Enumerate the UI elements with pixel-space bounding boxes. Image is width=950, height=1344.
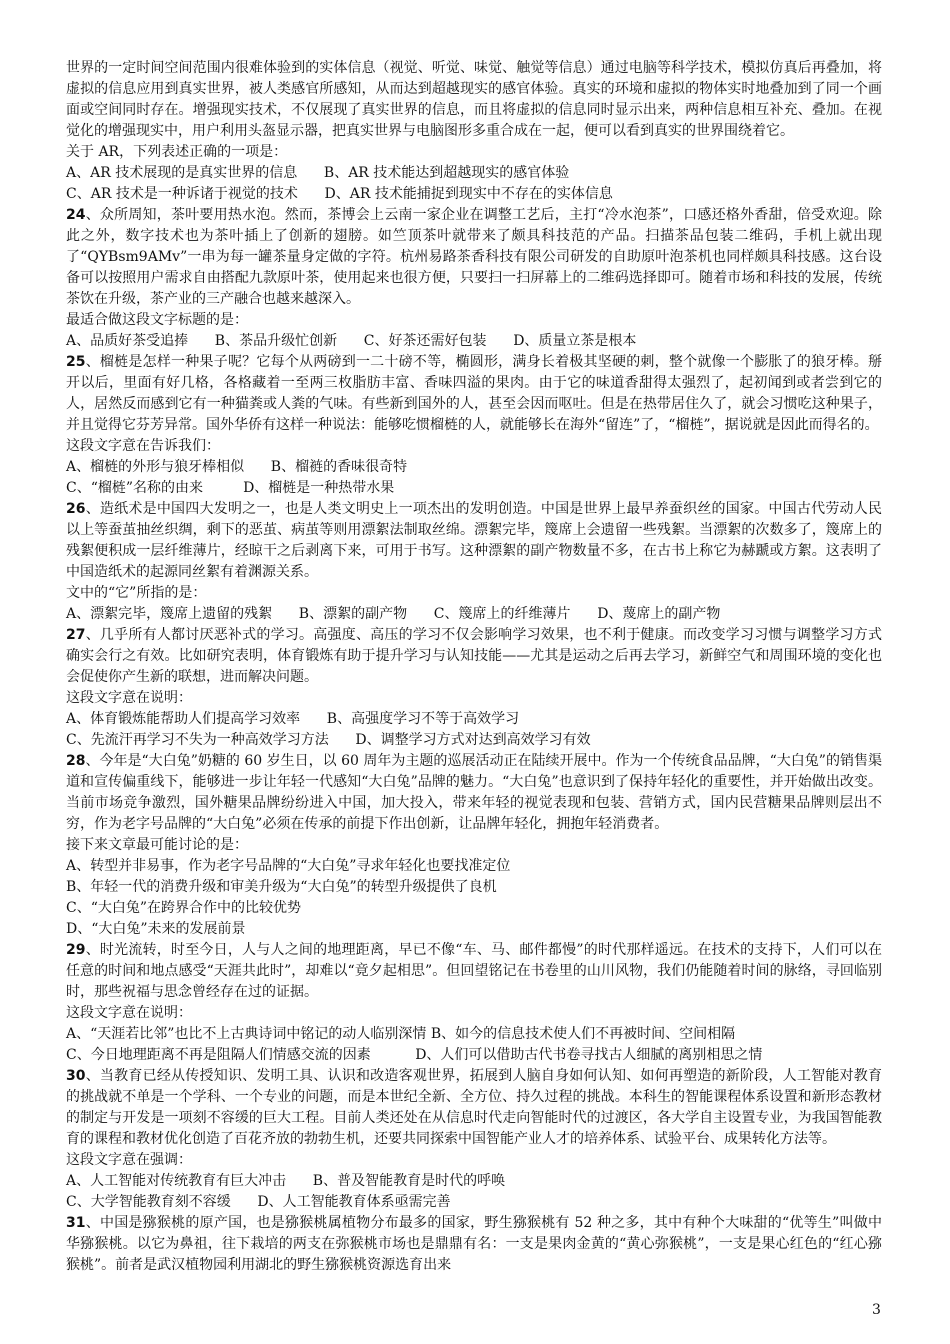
answer-options: A、转型并非易事，作为老字号品牌的“大白兔”寻求年轻化也要找准定位 bbox=[66, 858, 511, 874]
question-prompt: 接下来文章最可能讨论的是： bbox=[66, 837, 248, 853]
answer-options: A、体育锻炼能帮助人们提高学习效率 B、高强度学习不等于高效学习 bbox=[66, 711, 520, 727]
paragraph bbox=[66, 1066, 882, 1150]
paragraph-text: 、今年是“大白兔”奶糖的 60 岁生日，以 60 周年为主题的巡展活动正在陆续开展中。作为一个传统食品品牌，“大白兔”的销售渠道和宣传偏重线下，能够进一步让年轻一代感知“大白兔”品牌的魅力。“大白兔”也意识到了保持年轻化的重要性，并开始做出改变。当前市场竞争激烈，国外糖果品牌纷纷进入中国，加大投入，带来年轻的视觉表现和包装、营销方式，国内民营糖果品牌则层出不穷，作为老字号品牌的“大白兔”必须在传承的前提下作出创新，让品牌年轻化，拥抱年轻消费者。 bbox=[66, 753, 882, 832]
question-number: 27 bbox=[66, 627, 86, 643]
paragraph-text: 、当教育已经从传授知识、发明工具、认识和改造客观世界，拓展到人脑自身如何认知、如何再塑造的新阶段，人工智能对教育的挑战就不单是一个学科、一个专业的问题，而是本世纪全新、全方位、持久过程的挑战。本科生的智能课程体系设置和新形态教材的制定与开发是一项刻不容缓的巨大工程。目前人类还处在从信息时代走向智能时代的过渡区，各大学自主设置专业，为我国智能教育的课程和教材优化创造了百花齐放的勃勃生机，还要共同探索中国智能产业人才的培养体系、试验平台、成果转化方法等。 bbox=[66, 1068, 882, 1147]
question-number: 30 bbox=[66, 1068, 86, 1084]
answer-options: A、AR 技术展现的是真实世界的信息 B、AR 技术能达到超越现实的感官体验 bbox=[66, 165, 570, 181]
question-prompt: 这段文字意在说明： bbox=[66, 1005, 192, 1021]
paragraph bbox=[66, 625, 882, 688]
answer-options: C、AR 技术是一种诉诸于视觉的技术 D、AR 技术能捕捉到现实中不存在的实体信息 bbox=[66, 186, 613, 202]
answer-options: C、今日地理距离不再是阻隔人们情感交流的因素 D、人们可以借助古代书卷寻找古人细腻的离别相思之情 bbox=[66, 1047, 763, 1063]
question-number: 28 bbox=[66, 753, 86, 769]
answer-options: C、“榴梿”名称的由来 D、榴梿是一种热带水果 bbox=[66, 480, 395, 496]
question-prompt: 这段文字意在说明： bbox=[66, 690, 192, 706]
paragraph bbox=[66, 58, 882, 142]
question-number: 29 bbox=[66, 942, 86, 958]
answer-options: B、年轻一代的消费升级和审美升级为“大白兔”的转型升级提供了良机 bbox=[66, 879, 497, 895]
question-prompt: 文中的“它”所指的是： bbox=[66, 585, 207, 601]
page-number: 3 bbox=[872, 1302, 881, 1318]
paragraph-text: 、众所周知，茶叶要用热水泡。然而，茶博会上云南一家企业在调整工艺后，主打“冷水泡茶”，口感还格外香甜，倍受欢迎。除此之外，数字技术也为茶叶插上了创新的翅膀。如竺顶茶叶就带来了颇具科技范的产品。扫描茶品包装二维码，手机上就出现了“QYBsm9AMv”一串为每一罐茶量身定做的字符。杭州易路茶香科技有限公司研发的自助原叶泡茶机也同样颇具科技感。这台设备可以按照用户需求自由搭配九款原叶茶，使用起来也很方便，只要扫一扫屏幕上的二维码选择即可。随着市场和科技的发展，传统茶饮在升级，茶产业的三产融合也越来越深入。 bbox=[66, 207, 882, 307]
paragraph-text: 、几乎所有人都讨厌恶补式的学习。高强度、高压的学习不仅会影响学习效果，也不利于健康。而改变学习习惯与调整学习方式确实会行之有效。比如研究表明，体育锻炼有助于提升学习与认知技能——尤其是运动之后再去学习，新鲜空气和周围环境的变化也会促使你产生新的联想，进而解决问题。 bbox=[66, 627, 882, 685]
question-number: 31 bbox=[66, 1215, 86, 1231]
answer-options: A、榴梿的外形与狼牙棒相似 B、榴裢的香味很奇特 bbox=[66, 459, 408, 475]
paragraph-text: 、时光流转，时至今日，人与人之间的地理距离，早已不像“车、马、邮件都慢”的时代那样遥远。在技术的支持下，人们可以在任意的时间和地点感受“天涯共此时”，却难以“竟夕起相思”。但回望铭记在书卷里的山川风物，我们仍能随着时间的脉络，寻回临别时，那些祝福与思念曾经存在过的证据。 bbox=[66, 942, 882, 1000]
paragraph bbox=[66, 1213, 882, 1276]
question-prompt: 关于 AR，下列表述正确的一项是： bbox=[66, 144, 288, 160]
question-prompt: 这段文字意在告诉我们： bbox=[66, 438, 220, 454]
answer-options: A、“天涯若比邻”也比不上古典诗词中铭记的动人临别深情 B、如今的信息技术使人们不再被时间、空间相隔 bbox=[66, 1026, 736, 1042]
answer-options: A、人工智能对传统教育有巨大冲击 B、普及智能教育是时代的呼唤 bbox=[66, 1173, 506, 1189]
paragraph-text: 、造纸术是中国四大发明之一，也是人类文明史上一项杰出的发明创造。中国是世界上最早养蚕织丝的国家。中国古代劳动人民以上等蚕茧抽丝织绸，剩下的恶茧、病茧等则用漂絮法制取丝绵。漂絮完毕，篾席上会遗留一些残絮。当漂絮的次数多了，篾席上的残絮便积成一层纤维薄片，经晾干之后剥离下来，可用于书写。这种漂絮的副产物数量不多，在古书上称它为赫蹏或方絮。这表明了中国造纸术的起源同丝絮有着渊源关系。 bbox=[66, 501, 882, 580]
paragraph-text: 、中国是猕猴桃的原产国，也是猕猴桃属植物分布最多的国家，野生猕猴桃有 52 种之多，其中有种个大味甜的“优等生”叫做中华猕猴桃。以它为鼻祖，往下栽培的两支在弥猴桃市场也是鼎鼎有名：一支是果肉金黄的“黄心弥猴桃”，一支是果心红色的“红心猕猴桃”。前者是武汉植物园利用湖北的野生猕猴桃资源选育出来 bbox=[66, 1215, 882, 1273]
paragraph bbox=[66, 205, 882, 310]
question-number: 26 bbox=[66, 501, 86, 517]
question-prompt: 这段文字意在强调： bbox=[66, 1152, 192, 1168]
paragraph bbox=[66, 352, 882, 436]
paragraph bbox=[66, 751, 882, 835]
paragraph bbox=[66, 499, 882, 583]
answer-options: C、“大白兔”在跨界合作中的比较优势 bbox=[66, 900, 302, 916]
paragraph-text: 世界的一定时间空间范围内很难体验到的实体信息（视觉、听觉、味觉、触觉等信息）通过电脑等科学技术，模拟仿真后再叠加，将虚拟的信息应用到真实世界，被人类感官所感知，从而达到超越现实的感官体验。真实的环境和虚拟的物体实时地叠加到了同一个画面或空间同时存在。增强现实技术，不仅展现了真实世界的信息，而且将虚拟的信息同时显示出来，两种信息相互补充、叠加。在视觉化的增强现实中，用户利用头盔显示器，把真实世界与电脑图形多重合成在一起，便可以看到真实的世界围绕着它。 bbox=[66, 60, 882, 139]
answer-options: C、先流汗再学习不失为一种高效学习方法 D、调整学习方式对达到高效学习有效 bbox=[66, 732, 591, 748]
question-number: 24 bbox=[66, 207, 86, 223]
answer-options: A、品质好茶受追捧 B、茶品升级忙创新 C、好茶还需好包装 D、质量立茶是根本 bbox=[66, 333, 637, 349]
question-prompt: 最适合做这段文字标题的是： bbox=[66, 312, 248, 328]
answer-options: D、“大白兔”未来的发展前景 bbox=[66, 921, 246, 937]
answer-options: A、漂絮完毕，篾席上遗留的残絮 B、漂絮的副产物 C、篾席上的纤维薄片 D、蔑席上的副产物 bbox=[66, 606, 721, 622]
paragraph-text: 、榴梿是怎样一种果子呢？它每个从两磅到一二十磅不等，椭圆形，满身长着极其坚硬的刺，整个就像一个膨胀了的狼牙棒。掰开以后，里面有好几格，各格藏着一至两三枚脂肪丰富、香味四溢的果肉。由于它的味道香甜得太强烈了，起初闻到或者尝到它的人，居然反而感到它有一种猫粪或人粪的气味。有些新到国外的人，甚至会因而呕吐。但是在热带居住久了，就会习惯吃这种果子，并且觉得它芬芳异常。国外华侨有这样一种说法：能够吃惯榴梿的人，就能够长在海外“留连”了，“榴梿”，据说就是因此而得名的。 bbox=[66, 354, 882, 433]
question-number: 25 bbox=[66, 354, 86, 370]
paragraph bbox=[66, 940, 882, 1003]
answer-options: C、大学智能教育刻不容缓 D、人工智能教育体系亟需完善 bbox=[66, 1194, 451, 1210]
document-page bbox=[66, 58, 882, 1276]
